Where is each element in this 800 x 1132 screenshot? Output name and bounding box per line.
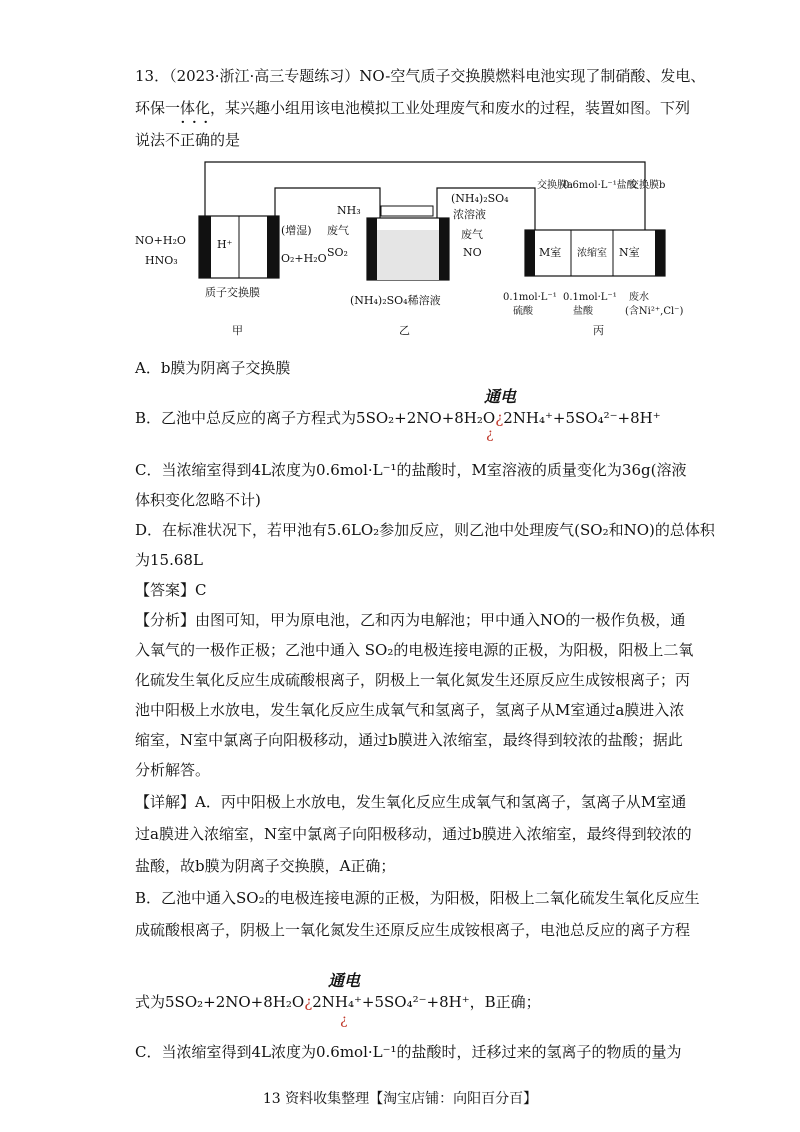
option-a: A．b膜为阴离子交换膜: [135, 359, 291, 377]
option-b-eq-right: 2NH₄⁺+5SO₄²⁻+8H⁺: [503, 409, 661, 427]
detail-line-1: 【详解】A．丙中阳极上水放电，发生氧化反应生成氧气和氢离子，氢离子从M室通: [135, 793, 687, 811]
detail-line-5: 成硫酸根离子，阴极上一氧化氮发生还原反应生成铵根离子，电池总反应的离子方程: [135, 921, 691, 939]
page-footer: 13 资料收集整理【淘宝店铺：向阳百分百】: [262, 1091, 538, 1107]
detail-eq-right: 2NH₄⁺+5SO₄²⁻+8H⁺: [312, 993, 470, 1011]
detail-eq-qmark: ¿: [304, 993, 313, 1011]
detail-eq-post: ，B正确；: [469, 993, 541, 1011]
conc-hcl-label: 0.6mol·L⁻¹盐酸: [563, 180, 637, 191]
detail-line-2: 过a膜进入浓缩室，N室中氯离子向阳极移动，通过b膜进入浓缩室，最终得到较浓的: [135, 825, 692, 843]
analysis-line-5: 缩室，N室中氯离子向阳极移动，通过b膜进入浓缩室，最终得到较浓的盐酸；据此: [135, 731, 683, 749]
cell-yi-label: 乙: [399, 324, 410, 337]
cell-bing-label: 丙: [593, 324, 604, 337]
n-room-label: N室: [619, 246, 640, 259]
bottom-3b: (含Ni²⁺,Cl⁻): [625, 306, 684, 317]
nh3-label: NH₃: [337, 204, 361, 217]
option-d-line-2: 为15.68L: [135, 551, 203, 569]
detail-eq-prefix: 式为: [135, 993, 166, 1011]
no-right-label: NO: [463, 246, 482, 259]
question-line-3: 说法不正确的是: [135, 131, 241, 149]
proton-membrane-label: 质子交换膜: [205, 286, 260, 299]
analysis-line-3: 化硫发生氧化反应生成硫酸根离子，阴极上一氧化氮发生还原反应生成铵根离子；丙: [135, 671, 691, 689]
analysis-line-2: 入氧气的一极作正极；乙池中通入 SO₂的电极连接电源的正极，为阳极，阳极上二氧: [135, 641, 694, 659]
waste-gas-left-label: 废气: [327, 224, 349, 237]
m-room-label: M室: [539, 246, 562, 259]
bottom-2b: 盐酸: [573, 306, 593, 317]
exchange-membrane-b: 交换膜b: [629, 180, 666, 191]
option-d-line-1: D．在标准状况下，若甲池有5.6LO₂参加反应，则乙池中处理废气(SO₂和NO)的总体积: [135, 521, 715, 539]
humid-label: (增湿): [281, 224, 312, 237]
option-b-qmark: ¿: [495, 409, 504, 427]
answer: 【答案】C: [135, 581, 207, 599]
question-line-2: 环保一体化，某兴趣小组用该电池模拟工业处理废气和废水的过程，装置如图。下列: [135, 99, 691, 117]
option-b-qmark-below: ¿: [486, 426, 494, 442]
bottom-2a: 0.1mol·L⁻¹: [563, 292, 617, 303]
electrolysis-label-b: 通电: [484, 387, 517, 406]
detail-line-3: 盐酸，故b膜为阴离子交换膜，A正确；: [135, 857, 396, 875]
detail-line-4: B．乙池中通入SO₂的电极连接电源的正极，为阳极，阳极上二氧化硫发生氧化反应生: [135, 889, 700, 907]
dilute-solution-label: (NH₄)₂SO₄稀溶液: [350, 294, 441, 307]
option-b: [135, 408, 661, 428]
option-b-eq-left: 5SO₂+2NO+8H₂O: [356, 409, 496, 427]
bottom-3a: 废水: [629, 292, 649, 303]
analysis-line-1: 【分析】由图可知，甲为原电池，乙和丙为电解池；甲中通入NO的一极作负极，通: [135, 611, 686, 629]
o2-h2o-label: O₂+H₂O: [281, 252, 327, 265]
option-c-line-1: C．当浓缩室得到4L浓度为0.6mol·L⁻¹的盐酸时，M室溶液的质量变化为36g(溶液: [135, 461, 687, 479]
detail-qmark-below: ¿: [340, 1012, 348, 1028]
left-in-label: NO+H₂O: [135, 234, 186, 247]
emphasis-dots: · · ·: [180, 112, 209, 133]
analysis-line-4: 池中阳极上水放电，发生氧化反应生成氧气和氢离子，氢离子从M室通过a膜进入浓: [135, 701, 685, 719]
detail-equation: [135, 992, 541, 1012]
cell-jia-label: 甲: [232, 324, 243, 337]
detail-eq-left: 5SO₂+2NO+8H₂O: [165, 993, 305, 1011]
apparatus-diagram: [135, 158, 695, 338]
electrolysis-label-detail: 通电: [328, 971, 361, 990]
conc-solution-top2: 浓溶液: [453, 208, 486, 221]
option-c-line-2: 体积变化忽略不计): [135, 491, 261, 509]
detail-c-line: C．当浓缩室得到4L浓度为0.6mol·L⁻¹的盐酸时，迁移过来的氢离子的物质的量为: [135, 1043, 682, 1061]
waste-gas-right-label: 废气: [461, 228, 483, 241]
conc-solution-top1: (NH₄)₂SO₄: [451, 192, 509, 205]
conc-room-label: 浓缩室: [577, 248, 607, 259]
option-b-prefix: B．乙池中总反应的离子方程式为: [135, 409, 357, 427]
h-plus-label: H⁺: [217, 238, 233, 251]
question-line-1: 13．（2023·浙江·高三专题练习）NO-空气质子交换膜燃料电池实现了制硝酸、发电、: [135, 67, 706, 85]
bottom-1a: 0.1mol·L⁻¹: [503, 292, 557, 303]
bottom-1b: 硫酸: [513, 306, 533, 317]
exchange-membrane-a: 交换膜a: [537, 180, 573, 191]
so2-label: SO₂: [327, 246, 348, 259]
analysis-line-6: 分析解答。: [135, 761, 211, 779]
left-out-label: HNO₃: [145, 254, 178, 267]
